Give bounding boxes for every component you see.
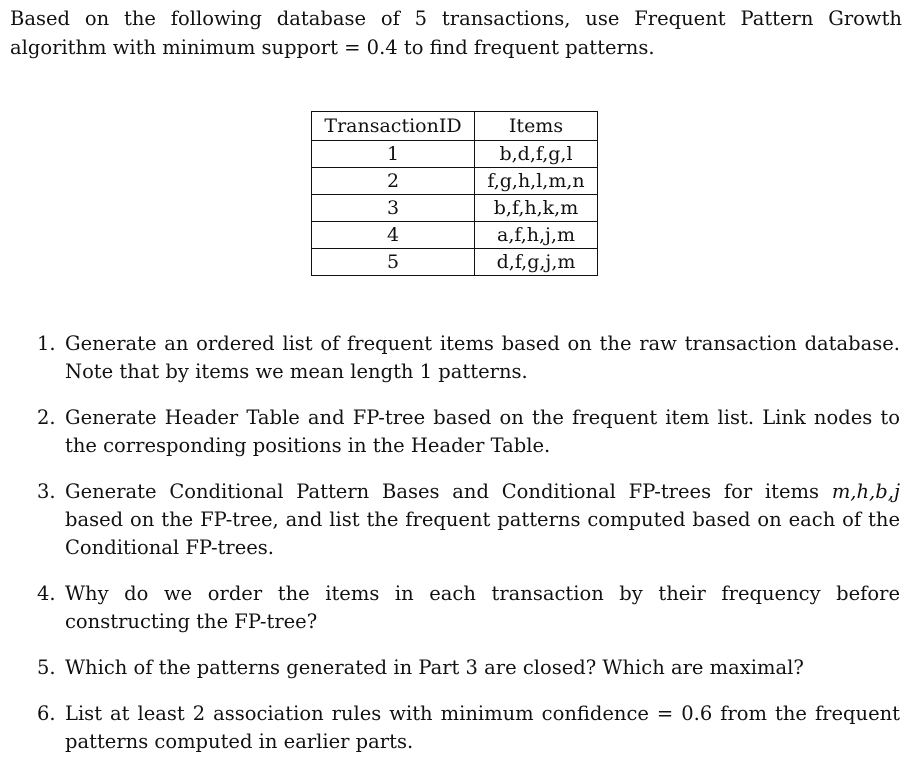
items-cell: b,f,h,k,m (475, 195, 598, 222)
items-cell: b,d,f,g,l (475, 141, 598, 168)
table-row (312, 141, 598, 168)
transaction-table-wrapper (311, 111, 598, 276)
question-item (0, 654, 900, 682)
question-text: List at least 2 association rules with minimum confidence = 0.6 from the frequent patterns computed in earlier parts. (65, 702, 900, 753)
question-number: 2. (37, 406, 56, 429)
transaction-id-cell: 1 (312, 141, 475, 168)
question-text: Why do we order the items in each transaction by their frequency before constructing the FP-tree? (65, 582, 900, 633)
question-text-before: Generate Conditional Pattern Bases and Conditional FP-trees for items (65, 480, 832, 503)
table-header-row (312, 112, 598, 141)
question-text: Generate an ordered list of frequent items based on the raw transaction database. Note that by items we mean length 1 patterns. (65, 332, 900, 383)
question-number: 3. (37, 480, 56, 503)
question-number: 1. (37, 332, 56, 355)
transaction-id-cell: 4 (312, 222, 475, 249)
table-row (312, 249, 598, 276)
header-transaction-id: TransactionID (312, 112, 475, 141)
transaction-id-cell: 5 (312, 249, 475, 276)
math-items: m,h,b,j (831, 480, 900, 503)
question-text: Which of the patterns generated in Part 3 are closed? Which are maximal? (65, 656, 804, 679)
question-text: Generate Header Table and FP-tree based on the frequent item list. Link nodes to the corresponding positions in the Header Table. (65, 406, 900, 457)
header-items: Items (475, 112, 598, 141)
transaction-id-cell: 3 (312, 195, 475, 222)
items-cell: f,g,h,l,m,n (475, 168, 598, 195)
table-row (312, 168, 598, 195)
question-number: 4. (37, 582, 56, 605)
question-number: 6. (37, 702, 56, 725)
question-item (0, 330, 900, 386)
intro-paragraph: Based on the following database of 5 transactions, use Frequent Pattern Growth algorithm with minimum support = 0.4 to find frequent patterns. (10, 7, 902, 59)
question-item (0, 404, 900, 460)
question-text-after: based on the FP-tree, and list the frequent patterns computed based on each of the Conditional FP-trees. (65, 508, 900, 559)
table-row (312, 195, 598, 222)
transaction-table (311, 111, 598, 276)
transaction-id-cell: 2 (312, 168, 475, 195)
question-list (0, 330, 900, 756)
question-item (0, 700, 900, 756)
question-text (65, 478, 900, 562)
question-item (0, 580, 900, 636)
items-cell: a,f,h,j,m (475, 222, 598, 249)
items-cell: d,f,g,j,m (475, 249, 598, 276)
table-row (312, 222, 598, 249)
question-number: 5. (37, 656, 56, 679)
question-item (0, 478, 900, 562)
